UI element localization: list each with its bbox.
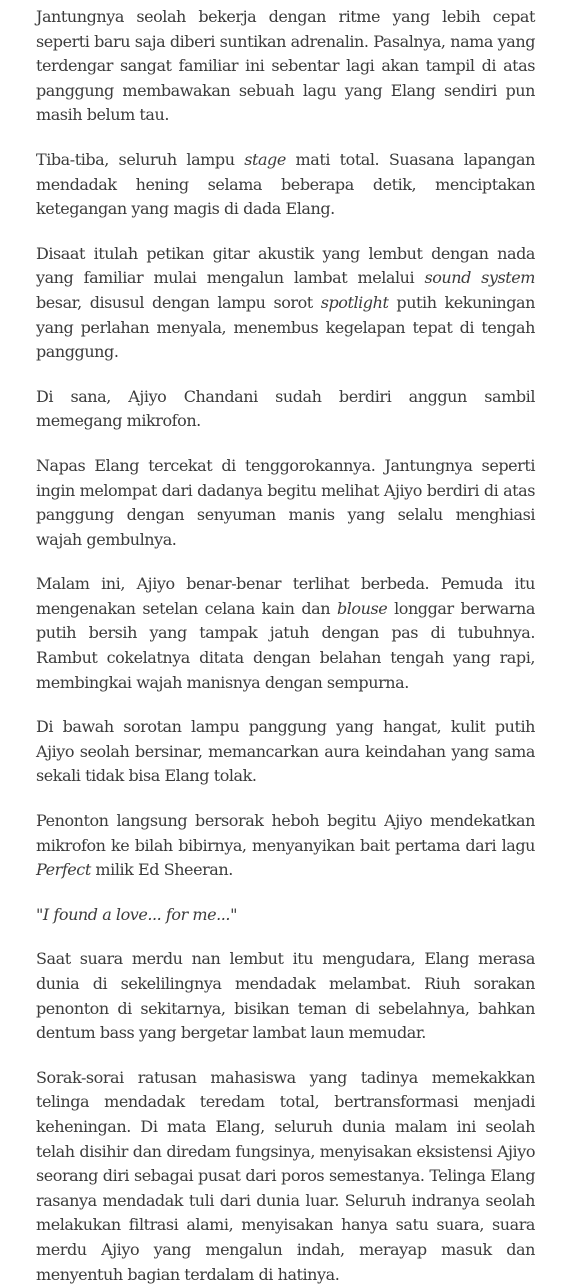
text-run: Di sana, Ajiyo Chandani sudah berdiri anggun sambil memegang mikrofon.	[36, 386, 535, 431]
paragraph	[36, 715, 535, 789]
italic-text: "I found a love... for me..."	[36, 904, 237, 924]
italic-text: blouse	[336, 598, 388, 618]
text-run: Disaat itulah petikan gitar akustik yang lembut dengan nada yang familiar mulai mengalun lambat melalui	[36, 243, 535, 288]
text-run: Di bawah sorotan lampu panggung yang hangat, kulit putih Ajiyo seolah bersinar, memancarkan aura keindahan yang sama sekali tidak bisa Elang tolak.	[36, 717, 535, 786]
paragraph	[36, 903, 535, 928]
paragraph	[36, 809, 535, 883]
text-run: Jantungnya seolah bekerja dengan ritme yang lebih cepat seperti baru saja diberi suntikan adrenalin. Pasalnya, nama yang terdengar sangat familiar ini sebentar lagi akan tampil di atas panggung membawakan sebuah lagu yang Elang sendiri pun masih belum tau.	[36, 7, 535, 125]
text-run: Malam ini, Ajiyo benar-benar terlihat berbeda. Pemuda itu mengenakan setelan celana kain dan	[36, 574, 535, 618]
paragraph	[36, 1066, 535, 1287]
paragraph	[36, 5, 535, 128]
paragraph	[36, 454, 535, 552]
text-run: Saat suara merdu nan lembut itu mengudara, Elang merasa dunia di sekelilingnya mendadak melambat. Riuh sorakan penonton di sekitarnya, bisikan teman di sebelahnya, bahkan dentum bass yang bergetar lambat laun memudar.	[36, 949, 535, 1043]
text-run: Tiba-tiba, seluruh lampu	[36, 149, 245, 169]
text-run: mati total. Suasana lapangan mendadak hening selama beberapa detik, menciptakan ketegangan yang magis di dada Elang.	[36, 149, 535, 219]
text-run: milik Ed Sheeran.	[90, 860, 233, 880]
paragraph	[36, 148, 535, 222]
text-run: longgar berwarna putih bersih yang tampak jatuh dengan pas di tubuhnya. Rambut cokelatnya ditata dengan belahan tengah yang rapi, membingkai wajah manisnya dengan sempurna.	[36, 598, 535, 692]
text-run: putih kekuningan yang perlahan menyala, menembus kegelapan tepat di tengah panggung.	[36, 292, 535, 362]
text-run: besar, disusul dengan lampu sorot	[36, 292, 321, 312]
italic-text: sound system	[424, 268, 535, 288]
italic-text: Perfect	[36, 860, 91, 880]
italic-text: stage	[244, 149, 286, 169]
text-run: Sorak-sorai ratusan mahasiswa yang tadinya memekakkan telinga mendadak teredam total, bertransformasi menjadi keheningan. Di mata Elang, seluruh dunia malam ini seolah telah disihir dan diredam fungsinya, menyisakan eksistensi Ajiyo seorang diri sebagai pusat dari poros semestanya. Telinga Elang rasanya mendadak tuli dari dunia luar. Seluruh indranya seolah melakukan filtrasi alami, menyisakan hanya satu suara, suara merdu Ajiyo yang mengalun indah, merayap masuk dan menyentuh bagian terdalam di hatinya.	[36, 1067, 535, 1284]
paragraph	[36, 242, 535, 365]
paragraph	[36, 572, 535, 695]
text-run: Napas Elang tercekat di tenggorokannya. Jantungnya seperti ingin melompat dari dadanya begitu melihat Ajiyo berdiri di atas panggung dengan senyuman manis yang selalu menghiasi wajah gembulnya.	[36, 455, 535, 549]
paragraph	[36, 947, 535, 1045]
paragraph	[36, 385, 535, 434]
italic-text: spotlight	[320, 292, 389, 312]
text-run: Penonton langsung bersorak heboh begitu Ajiyo mendekatkan mikrofon ke bilah bibirnya, menyanyikan bait pertama dari lagu	[36, 811, 535, 855]
